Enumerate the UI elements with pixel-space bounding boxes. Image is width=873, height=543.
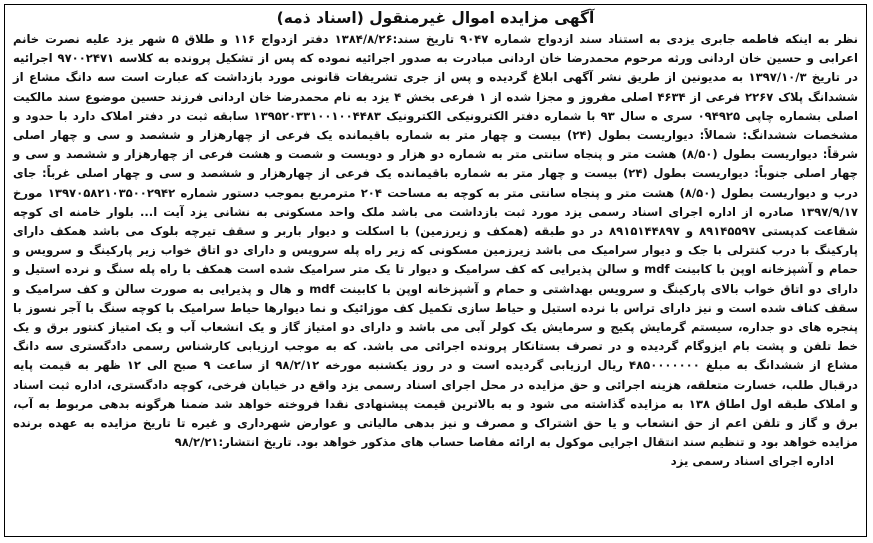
notice-footer [13,452,858,471]
issuing-office: اداره اجرای اسناد رسمی یزد [670,454,834,469]
auction-notice [4,4,867,537]
notice-body: نظر به اینکه فاطمه جابری یزدی به استناد سند ازدواج شماره ۹۰۴۷ تاریخ سند:۱۳۸۴/۸/۲۶ دفتر ازدواج ۱۱۶ و طلاق ۵ شهر یزد علیه نصرت خانم اعرابی و حسین خان اردانی ورثه مرحوم محمدرضا خان اردانی مبادرت به صدور اجرائیه نموده که پس از تشکیل پرونده به کلاسه ۹۷۰۰۲۴۷۱ اجرائیه در تاریخ ۱۳۹۷/۱۰/۳ به مدیونین از طریق نشر آگهی ابلاغ گردیده و پس از جری تشریفات قانونی مورد بازداشت که عبارت است سه دانگ مشاع از ششدانگ پلاک ۲۲۶۷ فرعی از ۴۶۳۴ اصلی مفروز و مجزا شده از ۱ فرعی بخش ۴ یزد به نام محمدرضا خان اردانی فرزند حسین موضوع سند مالکیت اصلی بشماره چاپی ۰۹۴۹۲۵ سری ه سال ۹۳ با شماره دفتر الکترونیکی الکترونیک ۱۳۹۵۲۰۳۳۱۰۰۱۰۰۴۴۸۳ سابقه ثبت در دفتر املاک دارد با حدود و مشخصات ششدانگ: شمالاً: دیواریست بطول (۲۴) بیست و چهار متر به شماره باقیمانده یک فرعی از چهارهزار و ششصد و سی و چهار اصلی شرقاً: دیواریست بطول (۸/۵۰) هشت متر و پنجاه سانتی متر به شماره دو هزار و دویست و شصت و هشت فرعی از چهارهزار و ششصد و سی و چهار اصلی جنوباً: دیواریست بطول (۲۴) بیست و چهار متر به شماره باقیمانده یک فرعی از چهارهزار و ششصد و سی و چهار اصلی غرباً: جای درب و دیواریست بطول (۸/۵۰) هشت متر و پنجاه سانتی متر به کوچه به مساحت ۲۰۴ مترمربع بموجب دستور شماره ۱۳۹۷۰۵۸۲۱۰۳۵۰۰۲۹۴۲ مورخ ۱۳۹۷/۹/۱۷ صادره از اداره اجرای اسناد رسمی یزد مورد ثبت بازداشت می باشد ملک واحد مسکونی به نشانی یزد آیت ا... بلوار خامنه ای کوچه شقاعت کدپستی ۸۹۱۴۵۵۹۷ و ۸۹۱۵۱۴۴۸۹۷ در دو طبقه (همکف و زیرزمین) با اسکلت و دیوار باربر و سقف تیرچه بلوک می باشد همکف دارای پارکینگ با درب کنترلی با جک و دیوار سرامیک می باشد زیرزمین مسکونی که زیر راه پله سرویس و دارای دو اتاق خواب زیر پارکینگ و سرویس و حمام و آشپزخانه اوپن با کابینت mdf و سالن پذیرایی که کف سرامیک و دیوار تا یک متر سرامیک شده است همکف با راه پله سنگ و نرده استیل و دارای دو اتاق خواب بالای پارکینگ و سرویس بهداشتی و حمام و آشپزخانه اوپن با کابینت mdf و هال و پذیرایی به صورت سالن و کف سرامیک و سقف کناف شده است و نیز دارای تراس با نرده استیل و حیاط سازی تکمیل کف موزائیک و نما دیوارها حیاط سرامیک با کوچه سنگ با آجر نسوز با پنجره های دو جداره، سیستم گرمایش پکیج و سرمایش یک کولر آبی می باشد و دارای دو امتیاز گاز و یک انشعاب آب و یک امتیاز کنتور برق و یک خط تلفن و پشت بام ایزوگام گردیده و در تصرف بستانکار پرونده اجرائی می باشد. که به موجب ارزیابی کارشناس رسمی دادگستری سه دانگ مشاع از ششدانگ به مبلغ ۴۸۵۰۰۰۰۰۰۰ ریال ارزیابی گردیده است و در روز یکشنبه مورخه ۹۸/۲/۱۲ از ساعت ۹ صبح الی ۱۲ ظهر به قیمت پایه درقبال طلب، خسارت متعلقه، هزینه اجرائی و حق مزایده در محل اجرای اسناد رسمی یزد واقع در خیابان فرخی، کوچه دادگستری، اداره ثبت اسناد و املاک طبقه اول اطاق ۱۳۸ به مزایده گذاشته می شود و به بالاترین قیمت پیشنهادی نقدا فروخته خواهد شد ضمنا هرگونه بدهی مربوط به آب، برق و گاز و تلفن اعم از حق انشعاب و یا حق اشتراک و مصرف و نیز بدهی مالیاتی و عوارض شهرداری و غیره تا تاریخ مزایده به عهده برنده مزایده خواهد بود و تنظیم سند انتقال اجرایی موکول به ارائه مفاصا حساب های مذکور خواهد بود. تاریخ انتشار:۹۸/۲/۲۱ [13,32,859,450]
notice-title: آگهی مزایده اموال غیرمنقول (اسناد ذمه) [276,9,595,27]
